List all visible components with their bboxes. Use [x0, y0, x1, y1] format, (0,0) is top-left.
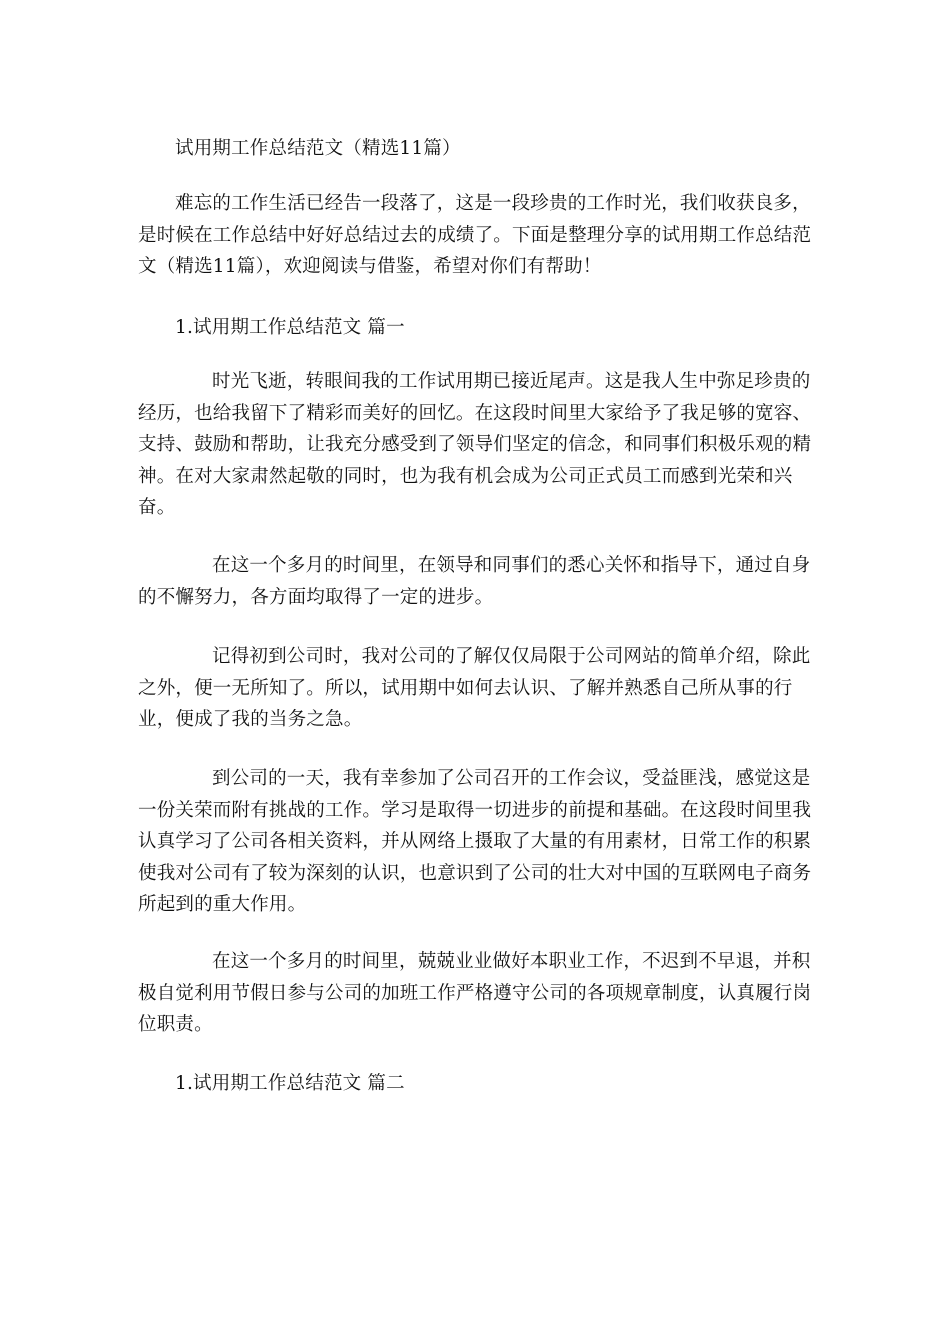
- section-heading-1: 1.试用期工作总结范文 篇一: [175, 317, 405, 338]
- body-paragraph-1: 时光飞逝，转眼间我的工作试用期已接近尾声。这是我人生中弥足珍贵的经历，也给我留下了精彩而美好的回忆。在这段时间里大家给予了我足够的宽容、支持、鼓励和帮助，让我充分感受到了领导们坚定的信念，和同事们积极乐观的精神。在对大家肃然起敬的同时，也为我有机会成为公司正式员工而感到光荣和兴奋。: [138, 371, 812, 518]
- section-heading-2: 1.试用期工作总结范文 篇二: [175, 1073, 405, 1094]
- body-paragraph-2: 在这一个多月的时间里，在领导和同事们的悉心关怀和指导下，通过自身的不懈努力，各方面均取得了一定的进步。: [138, 555, 811, 608]
- body-paragraph-5: 在这一个多月的时间里，兢兢业业做好本职业工作，不迟到不早退，并积极自觉利用节假日参与公司的加班工作严格遵守公司的各项规章制度，认真履行岗位职责。: [138, 951, 812, 1035]
- document-title: 试用期工作总结范文（精选11篇）: [175, 138, 461, 159]
- intro-paragraph: 难忘的工作生活已经告一段落了，这是一段珍贵的工作时光，我们收获良多，是时候在工作总结中好好总结过去的成绩了。下面是整理分享的试用期工作总结范文（精选11篇），欢迎阅读与借鉴，希望对你们有帮助！: [138, 193, 812, 277]
- body-paragraph-4: 到公司的一天，我有幸参加了公司召开的工作会议，受益匪浅，感觉这是一份关荣而附有挑战的工作。学习是取得一切进步的前提和基础。在这段时间里我认真学习了公司各相关资料，并从网络上摄取了大量的有用素材，日常工作的积累使我对公司有了较为深刻的认识，也意识到了公司的壮大对中国的互联网电子商务所起到的重大作用。: [138, 768, 812, 915]
- body-paragraph-3: 记得初到公司时，我对公司的了解仅仅局限于公司网站的简单介绍，除此之外，便一无所知了。所以，试用期中如何去认识、了解并熟悉自己所从事的行业，便成了我的当务之急。: [138, 646, 811, 730]
